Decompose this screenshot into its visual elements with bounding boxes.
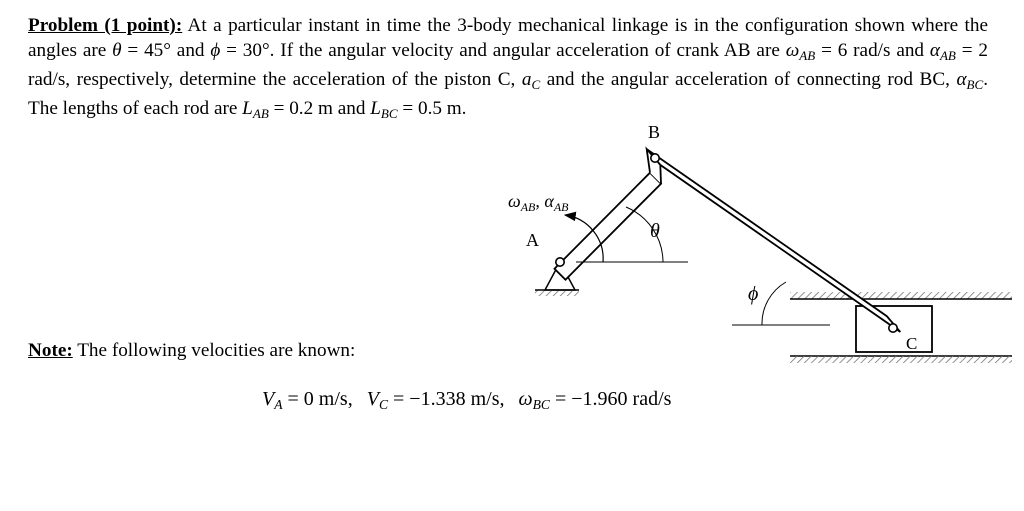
math-subscript: C <box>531 76 541 92</box>
math-symbol: L <box>370 98 381 120</box>
problem-text-segment: = 0.2 m and <box>268 98 371 120</box>
label-c: C <box>906 334 918 353</box>
math-symbol: α <box>956 68 967 90</box>
note-text: The following velocities are known: <box>72 340 356 361</box>
math-symbol: L <box>242 98 253 120</box>
theta-label: θ <box>650 220 660 242</box>
problem-text-segment: At a particular instant in time the 3-body mechanical linkage is in the configuration shown where the angles are <box>28 15 988 61</box>
math-symbol: a <box>521 68 532 90</box>
math-symbol: α <box>929 39 940 61</box>
problem-text-segment: = 0.5 m. <box>397 98 467 120</box>
upper-guide-rail <box>790 292 1012 299</box>
phi-angle-marker <box>732 282 830 325</box>
alpha-sub: AB <box>553 200 569 214</box>
known-velocities <box>262 388 671 413</box>
problem-text-segment: and the angular acceleration of connecting rod BC, <box>540 68 957 90</box>
alpha-symbol: α <box>544 191 554 211</box>
pin-joint-a <box>556 258 564 266</box>
rod-bc <box>647 140 901 332</box>
label-a: A <box>526 230 539 250</box>
problem-text-segment: . The lengths of each rod are <box>28 68 989 120</box>
problem-text-segment: = 30°. If the angular velocity and angular acceleration of crank AB are <box>220 39 786 61</box>
omega-symbol: ω <box>508 191 521 211</box>
math-symbol: ϕ <box>210 39 221 61</box>
known-symbol: V <box>366 388 379 410</box>
problem-text-segment: = 6 rad/s and <box>815 39 930 61</box>
known-subscript: C <box>378 397 389 413</box>
math-subscript: AB <box>939 47 956 63</box>
math-symbol: θ <box>112 39 122 61</box>
math-symbol: ω <box>785 39 800 61</box>
label-comma: , <box>535 191 545 211</box>
note-heading: Note: <box>28 340 73 361</box>
known-subscript: A <box>274 397 283 413</box>
omega-sub: AB <box>520 200 536 214</box>
known-value: = −1.960 rad/s <box>549 388 672 410</box>
known-symbol: V <box>262 388 275 410</box>
pin-joint-c <box>889 324 897 332</box>
math-subscript: AB <box>252 106 269 122</box>
math-subscript: BC <box>380 106 398 122</box>
math-subscript: BC <box>966 76 984 92</box>
math-subscript: AB <box>799 47 816 63</box>
known-symbol: ω <box>518 388 533 410</box>
known-subscript: BC <box>532 397 550 413</box>
lower-guide-rail <box>790 356 1012 363</box>
known-value: = −1.338 m/s, <box>388 388 505 410</box>
note <box>28 340 355 362</box>
omega-alpha-label <box>508 191 569 214</box>
phi-label: ϕ <box>748 283 759 305</box>
problem-text-segment: = 2 rad/s, respectively, determine the acceleration of the piston C, <box>28 39 989 90</box>
label-b: B <box>648 122 661 142</box>
known-value: = 0 m/s, <box>282 388 353 410</box>
problem-heading: Problem (1 point): <box>28 15 183 36</box>
pin-joint-b <box>651 154 659 162</box>
crank-ab <box>555 149 662 280</box>
problem-text-segment: = 45° and <box>121 39 211 61</box>
